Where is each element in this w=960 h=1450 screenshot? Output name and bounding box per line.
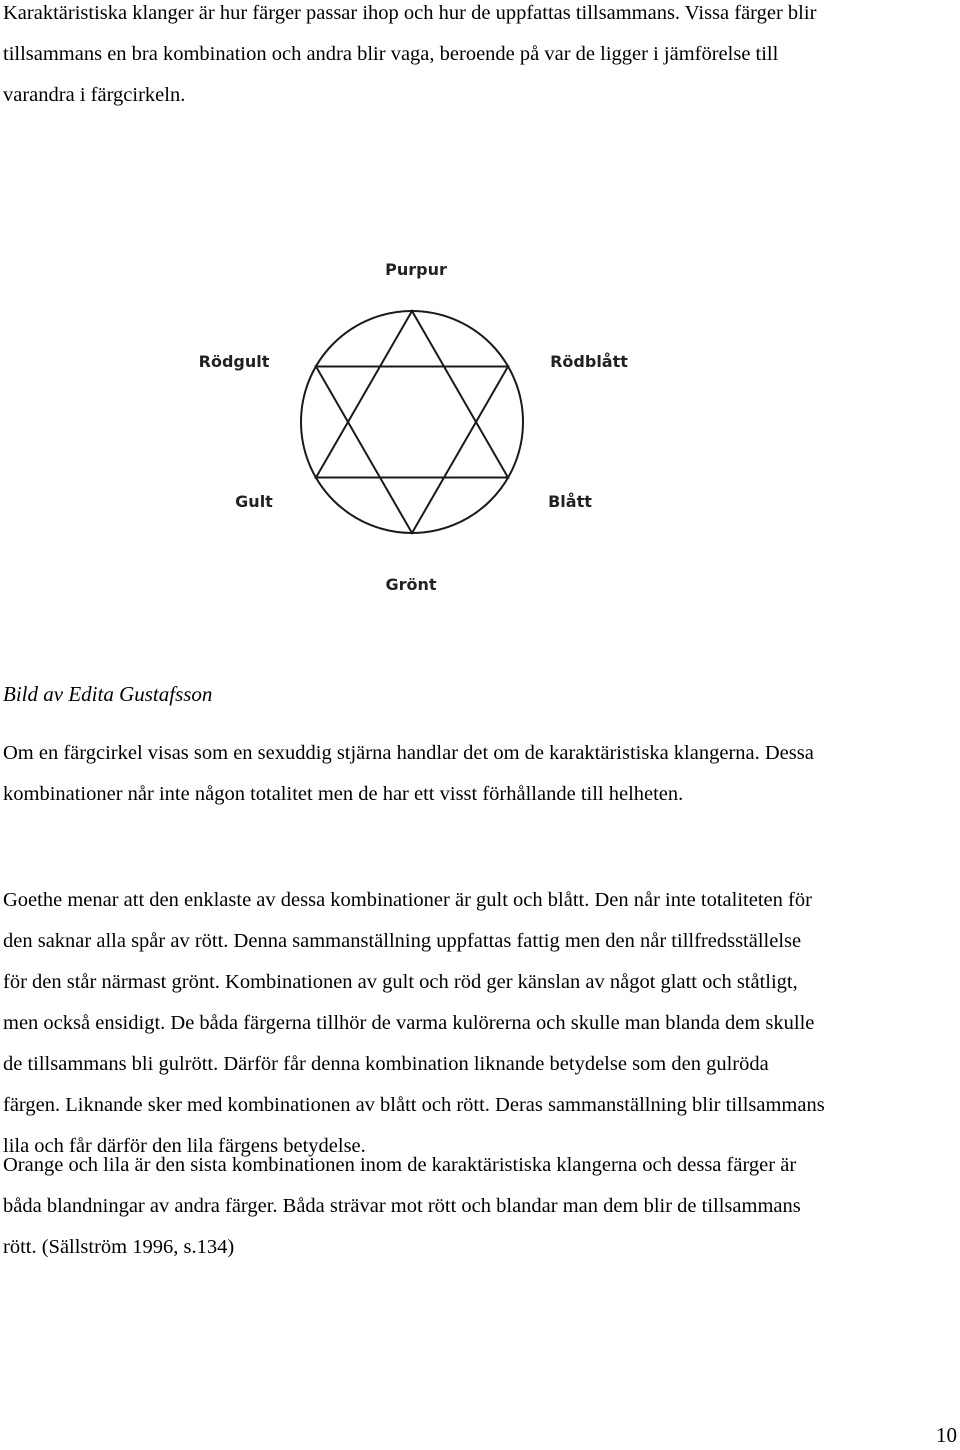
color-wheel-diagram <box>150 240 690 620</box>
paragraph-3 <box>3 880 960 1167</box>
text-line: varandra i färgcirkeln. <box>3 84 186 106</box>
label-rodgult: Rödgult <box>198 352 270 371</box>
text-line: Orange och lila är den sista kombinationen inom de karaktäristiska klangerna och dessa färger är <box>3 1154 797 1176</box>
label-rodblatt: Rödblått <box>550 352 628 371</box>
figure-caption: Bild av Edita Gustafsson <box>3 682 213 706</box>
hexagram-figure <box>150 240 690 620</box>
text-line: färgen. Liknande sker med kombinationen av blått och rött. Deras sammanställning blir tillsammans <box>3 1094 825 1116</box>
text-line: för den står närmast grönt. Kombinationen av gult och röd ger känslan av något glatt och ståtligt, <box>3 971 798 993</box>
text-line: lila och får därför den lila färgens betydelse. <box>3 1135 366 1157</box>
text-line: kombinationer når inte någon totalitet men de har ett visst förhållande till helheten. <box>3 783 684 805</box>
text-line: rött. (Sällström 1996, s.134) <box>3 1236 235 1258</box>
upward-triangle <box>316 311 508 478</box>
label-purpur: Purpur <box>385 260 447 279</box>
color-circle <box>301 311 523 533</box>
paragraph-2 <box>3 733 960 815</box>
label-gront: Grönt <box>385 575 437 594</box>
text-line: den saknar alla spår av rött. Denna sammanställning uppfattas fattig men den når tillfredsställelse <box>3 930 802 952</box>
label-blatt: Blått <box>548 492 592 511</box>
text-line: Om en färgcirkel visas som en sexuddig stjärna handlar det om de karaktäristiska klangerna. Dessa <box>3 742 814 764</box>
text-line: båda blandningar av andra färger. Båda strävar mot rött och blandar man dem blir de tillsammans <box>3 1195 801 1217</box>
text-line: de tillsammans bli gulrött. Därför får denna kombination liknande betydelse som den gulröda <box>3 1053 769 1075</box>
label-gult: Gult <box>235 492 273 511</box>
text-line: men också ensidigt. De båda färgerna tillhör de varma kulörerna och skulle man blanda dem skulle <box>3 1012 815 1034</box>
paragraph-4 <box>3 1145 960 1268</box>
downward-triangle <box>316 367 508 534</box>
text-line: tillsammans en bra kombination och andra blir vaga, beroende på var de ligger i jämförelse till <box>3 43 779 65</box>
intro-paragraph <box>3 0 960 116</box>
page-number: 10 <box>936 1423 957 1447</box>
text-line: Karaktäristiska klanger är hur färger passar ihop och hur de uppfattas tillsammans. Vissa färger blir <box>3 2 817 24</box>
text-line: Goethe menar att den enklaste av dessa kombinationer är gult och blått. Den når inte totaliteten för <box>3 889 812 911</box>
